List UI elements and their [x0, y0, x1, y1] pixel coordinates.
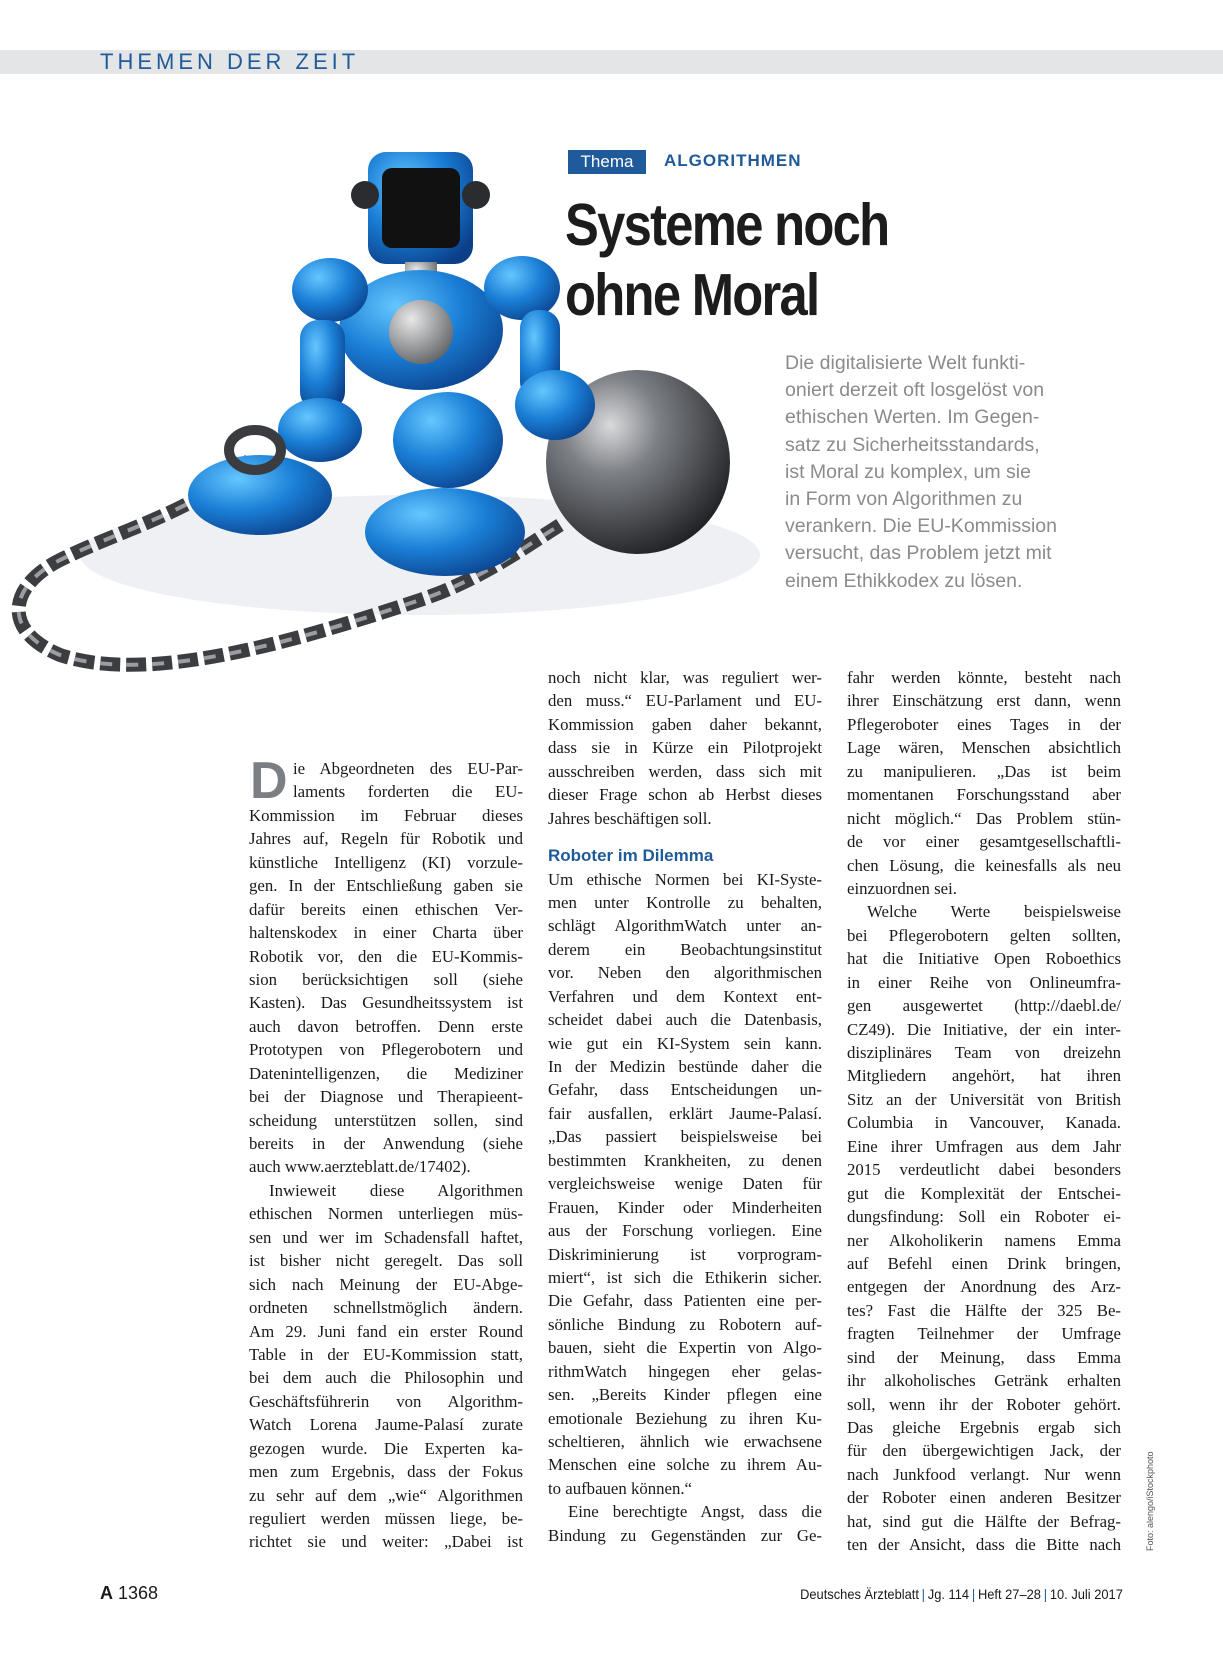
text-line: Am 29. Juni fand ein erster Round [249, 1321, 523, 1341]
text-line: Kommission im Februar dieses [249, 805, 523, 825]
text-line: noch nicht klar, was reguliert wer- [548, 668, 822, 687]
text-line: Kommission gaben daher bekannt, [548, 714, 822, 734]
text-line: Menschen eine solche zu ihrem Au- [548, 1455, 822, 1475]
subheading: Roboter im Dilemma [548, 846, 714, 866]
text-line: künstliche Intelligenz (KI) vorzule- [249, 852, 523, 872]
text-line: gut die Komplexität der Entschei- [847, 1183, 1121, 1203]
text-line: Bindung zu Gegenständen zur Ge- [548, 1525, 822, 1545]
text-line: für den übergewichtigen Jack, der [847, 1441, 1121, 1461]
text-line: aus der Forschung vorliegen. Eine [548, 1221, 822, 1241]
text-line: ihrer Einschätzung erst dann, wenn [847, 691, 1121, 711]
text-line: sen. „Bereits Kinder pflegen eine [548, 1385, 822, 1405]
text-line: Watch Lorena Jaume-Palasí zurate [249, 1415, 523, 1435]
text-line: momentanen Forschungsstand aber [847, 785, 1121, 805]
lead-line: verankern. Die EU-Kommission [785, 515, 1058, 538]
text-line: CZ49). Die Initiative, der ein inter- [847, 1019, 1121, 1039]
text-column-1 [249, 752, 523, 1554]
text-line: emotionale Beziehung zu ihren Ku- [548, 1408, 822, 1428]
text-line: bestimmten Krankheiten, zu denen [548, 1150, 822, 1170]
page-number-value: 1368 [118, 1583, 159, 1603]
text-line: dieser Frage schon ab Herbst dieses [548, 785, 822, 805]
text-line: disziplinäres Team von dreizehn [847, 1043, 1121, 1062]
text-line: Die Gefahr, dass Patienten eine per- [548, 1291, 822, 1311]
text-line: nicht möglich.“ Das Problem stün- [847, 808, 1121, 828]
section-label: THEMEN DER ZEIT [100, 49, 360, 74]
text-line: nach Junkfood verlangt. Nur wenn [847, 1464, 1121, 1484]
text-line: miert“, ist sich die Ethikerin sicher. [548, 1267, 822, 1287]
text-line: reguliert werden müssen liege, be- [249, 1509, 523, 1528]
text-line: laments forderten die EU- [293, 782, 523, 802]
text-line: wie gut ein KI-System sein kann. [548, 1033, 822, 1053]
lead-line: in Form von Algorithmen zu [785, 488, 1023, 511]
text-line: bauen, sieht die Expertin von Algo- [548, 1338, 822, 1358]
text-line: Um ethische Normen bei KI-Syste- [548, 869, 822, 889]
text-line: fragten Teilnehmer der Umfrage [847, 1324, 1121, 1344]
text-line: Jahres auf, Regeln für Robotik und [249, 829, 523, 849]
text-line: entgegen der Anordnung des Arz- [847, 1277, 1121, 1297]
text-line: einzuordnen sei. [847, 878, 957, 898]
text-line: scheidet dabei auch die Datenbasis, [548, 1010, 822, 1030]
text-line: sion berücksichtigen soll (siehe [249, 969, 523, 989]
text-line: 2015 verdeutlicht dabei besonders [847, 1160, 1121, 1180]
lead-line: Die digitalisierte Welt funkti- [785, 352, 1026, 374]
text-line: men unter Kontrolle zu behalten, [548, 892, 822, 912]
text-column-2 [548, 666, 822, 1547]
text-line: tes? Fast die Hälfte der 325 Be- [847, 1300, 1121, 1320]
text-line: Gefahr, dass Entscheidungen un- [548, 1080, 822, 1100]
text-line: Lage wären, Menschen absichtlich [847, 738, 1121, 758]
text-line: bereits in der Anwendung (siehe [249, 1134, 523, 1153]
text-line: auf Befehl einen Drink bringen, [847, 1253, 1121, 1273]
text-line: gen. In der Entschließung gaben sie [249, 876, 523, 896]
text-line: Sitz an der Universität von British [847, 1089, 1121, 1109]
issue: Heft 27–28 [978, 1586, 1042, 1602]
text-line: Geschäftsführerin von Algorithm- [249, 1391, 523, 1411]
text-line: auch davon betroffen. Denn erste [249, 1016, 523, 1036]
text-line: Prototypen von Pflegerobotern und [249, 1040, 523, 1060]
text-line: chen Lösung, die keinesfalls als neu [847, 855, 1121, 875]
drop-cap: D [250, 752, 288, 810]
text-line: de vor einer gesamtgesellschaftli- [847, 832, 1121, 852]
text-line: Datenintelligenzen, die Mediziner [249, 1063, 523, 1083]
text-line: ordneten schnellstmöglich ändern. [249, 1298, 523, 1318]
lead-line: versucht, das Problem jetzt mit [785, 542, 1052, 565]
text-line: gen ausgewertet (http://daebl.de/ [847, 996, 1121, 1016]
text-line: Frauen, Kinder oder Minderheiten [548, 1197, 822, 1217]
text-line: richtet sie und weiter: „Dabei ist [249, 1532, 523, 1552]
text-line: Columbia in Vancouver, Kanada. [847, 1113, 1121, 1133]
text-line: Table in der EU-Kommission statt, [249, 1344, 523, 1364]
text-line: Diskriminierung ist vorprogram- [548, 1244, 822, 1264]
text-line: ihr alkoholisches Getränk erhalten [847, 1371, 1121, 1391]
text-line: Welche Werte beispielsweise [867, 902, 1121, 922]
text-line: haltenskodex in einer Charta über [249, 923, 523, 943]
lead-line: ethischen Werten. Im Gegen- [785, 406, 1040, 429]
text-line: Das gleiche Ergebnis ergab sich [847, 1418, 1121, 1437]
text-line: den muss.“ EU-Parlament und EU- [548, 691, 822, 711]
text-line: der Roboter einen anderen Besitzer [847, 1488, 1121, 1508]
text-line: men zum Ergebnis, dass der Fokus [249, 1462, 523, 1482]
text-line: zu manipulieren. „Das ist beim [847, 761, 1121, 781]
lead-line: ist Moral zu komplex, um sie [785, 460, 1031, 483]
lead-line: satz zu Sicherheitsstandards, [785, 433, 1040, 456]
text-line: sind der Meinung, dass Emma [847, 1347, 1121, 1367]
text-line: ie Abgeordneten des EU-Par- [293, 759, 523, 778]
text-line: vergleichsweise wenige Daten für [548, 1174, 822, 1194]
text-line: gezogen wurde. Die Experten ka- [249, 1438, 523, 1458]
text-line: Eine berechtigte Angst, dass die [568, 1502, 822, 1522]
text-line: Pflegeroboter eines Tages in der [847, 714, 1121, 734]
journal-name: Deutsches Ärzteblatt [800, 1586, 920, 1602]
text-line: fahr werden könnte, besteht nach [847, 668, 1121, 687]
text-line: bei Pflegerobotern gelten sollten, [847, 925, 1121, 945]
text-line: ner Alkoholikerin namens Emma [847, 1230, 1121, 1250]
text-line: Jahres beschäftigen soll. [548, 808, 712, 828]
text-line: bei der Diagnose und Therapieent- [249, 1087, 523, 1107]
text-line: ist bisher nicht geregelt. Das soll [249, 1251, 523, 1271]
text-column-3 [847, 666, 1121, 1557]
text-line: soll, wenn ihr der Roboter gehört. [847, 1394, 1121, 1414]
text-line: rithmWatch hingegen eher gelas- [548, 1361, 822, 1381]
text-line: auch www.aerzteblatt.de/17402). [249, 1157, 471, 1177]
text-line: Inwieweit diese Algorithmen [269, 1180, 523, 1200]
lead-line: einem Ethikkodex zu lösen. [785, 569, 1023, 592]
volume: Jg. 114 [927, 1586, 970, 1602]
text-line: ethischen Normen unterliegen müs- [249, 1204, 523, 1224]
text-line: ten der Ansicht, dass die Bitte nach [847, 1535, 1121, 1555]
text-line: fair ausfallen, erklärt Jaume-Palasí. [548, 1103, 822, 1123]
article-headline: Systeme noch ohne Moral [565, 192, 889, 328]
text-line: to aufbauen können.“ [548, 1478, 692, 1498]
footer-citation: Deutsches Ärzteblatt | Jg. 114 | Heft 27–28 | 10. Juli 2017 [800, 1586, 1123, 1602]
text-line: Verfahren und dem Kontext ent- [548, 986, 822, 1006]
text-line: in einer Reihe von Onlineumfra- [847, 972, 1121, 992]
text-line: Kasten). Das Gesundheitssystem ist [249, 993, 523, 1013]
text-line: dungsfindung: Soll ein Roboter ei- [847, 1207, 1121, 1227]
text-line: vor. Neben den algorithmischen [548, 963, 822, 983]
text-line: ausschreiben werden, dass sich mit [548, 761, 822, 781]
text-line: scheltieren, ähnlich wie erwachsene [548, 1432, 822, 1451]
text-line: derem ein Beobachtungsinstitut [548, 939, 822, 959]
page-number [100, 1583, 158, 1604]
text-line: Eine ihrer Umfragen aus dem Jahr [847, 1136, 1121, 1156]
lead-line: oniert derzeit oft losgelöst von [785, 379, 1045, 402]
photo-credit: Foto: alengo/iStockphoto [1145, 1451, 1155, 1551]
text-line: hat die Initiative Open Roboethics [847, 949, 1121, 969]
text-line: schlägt AlgorithmWatch unter an- [548, 916, 822, 936]
text-line: dass sie in Kürze ein Pilotprojekt [548, 738, 822, 758]
text-line: sich nach Meinung der EU-Abge- [249, 1274, 523, 1294]
topic-label: ALGORITHMEN [664, 151, 802, 170]
page-prefix: A [100, 1583, 113, 1603]
text-line: scheidung unterstützen sollen, sind [249, 1110, 523, 1130]
text-line: zu sehr auf dem „wie“ Algorithmen [249, 1485, 523, 1505]
topic-badge: Thema [568, 150, 646, 174]
text-line: bei dem auch die Philosophin und [249, 1368, 523, 1388]
text-line: dafür bereits einen ethischen Ver- [249, 899, 523, 919]
article-lead [785, 350, 1125, 595]
text-line: „Das passiert beispielsweise bei [548, 1127, 822, 1147]
text-line: Robotik vor, den die EU-Kommis- [249, 946, 523, 966]
text-line: sen und wer im Schadensfall haftet, [249, 1227, 523, 1247]
text-line: Mitgliedern angehört, hat ihren [847, 1066, 1121, 1086]
text-line: sönliche Bindung zu Robotern auf- [548, 1314, 822, 1334]
issue-date: 10. Juli 2017 [1049, 1586, 1123, 1602]
text-line: hat, sind gut die Hälfte der Befrag- [847, 1511, 1121, 1531]
text-line: In der Medizin bestünde daher die [548, 1057, 822, 1076]
